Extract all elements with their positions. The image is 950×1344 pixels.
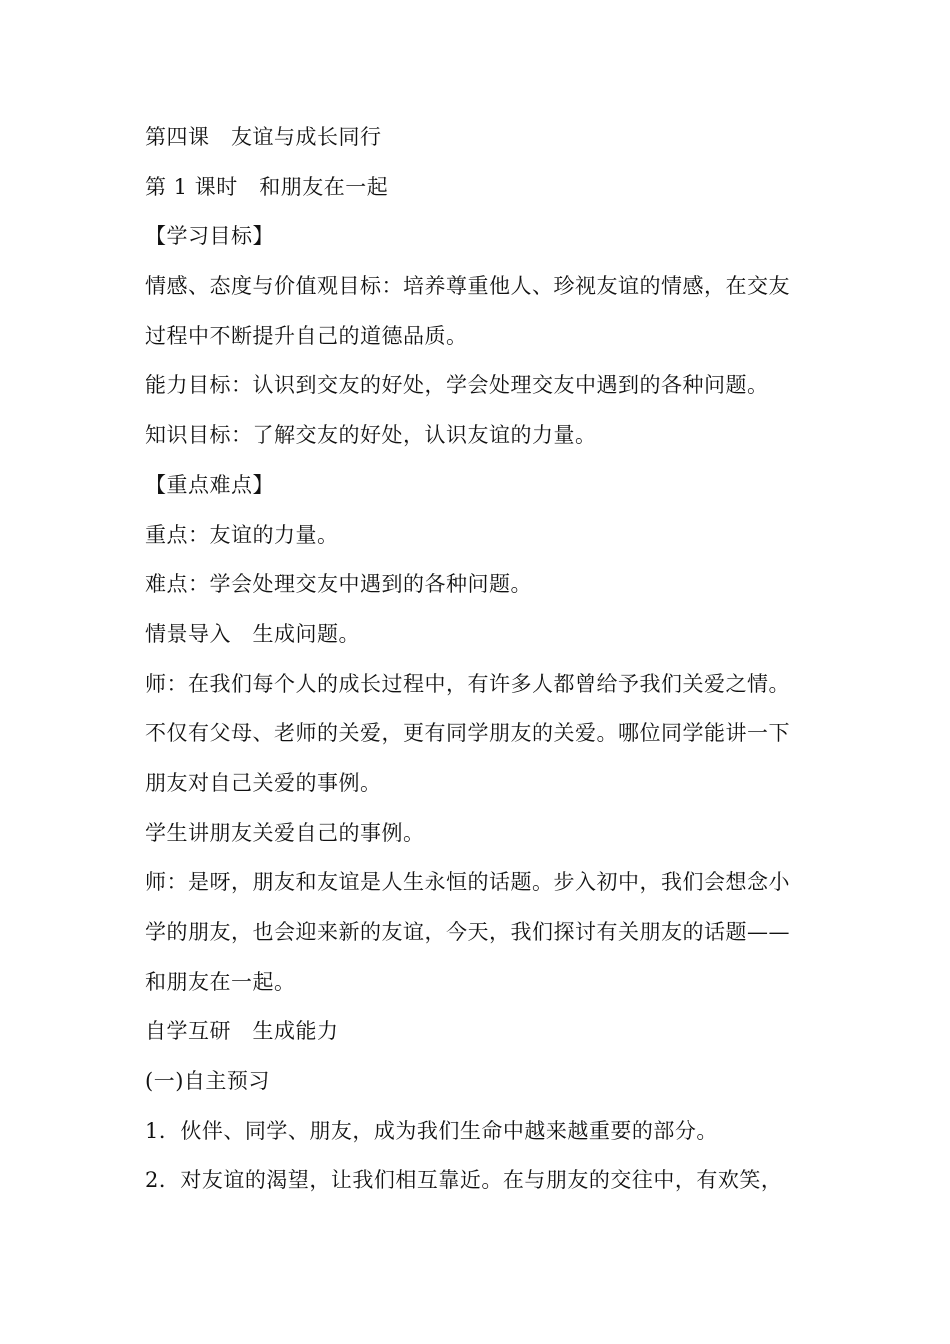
section-heading-introduction: 情景导入 生成问题。 [145,621,360,646]
paragraph-line: 过程中不断提升自己的道德品质。 [145,323,468,348]
class-period-title: 第 1 课时 和朋友在一起 [145,174,389,199]
paragraph-line: 情感、态度与价值观目标：培养尊重他人、珍视友谊的情感，在交友 [145,274,790,299]
paragraph-line: 朋友对自己关爱的事例。 [145,770,382,795]
paragraph-line: 难点：学会处理交友中遇到的各种问题。 [145,572,532,597]
section-heading-objectives: 【学习目标】 [145,224,274,249]
section-heading-self-study: 自学互研 生成能力 [145,1019,339,1044]
paragraph-line: 重点：友谊的力量。 [145,522,339,547]
subsection-heading: (一)自主预习 [145,1069,270,1094]
paragraph-line: 师：在我们每个人的成长过程中，有许多人都曾给予我们关爱之情。 [145,671,790,696]
list-item: 1．伙伴、同学、朋友，成为我们生命中越来越重要的部分。 [145,1118,718,1143]
document-body [145,113,825,1206]
paragraph-line: 能力目标：认识到交友的好处，学会处理交友中遇到的各种问题。 [145,373,769,398]
list-item: 2．对友谊的渴望，让我们相互靠近。在与朋友的交往中，有欢笑， [145,1168,783,1193]
paragraph-line: 不仅有父母、老师的关爱，更有同学朋友的关爱。哪位同学能讲一下 [145,721,790,746]
lesson-title: 第四课 友谊与成长同行 [145,125,382,149]
paragraph-line: 和朋友在一起。 [145,969,296,994]
section-heading-key-points: 【重点难点】 [145,472,274,497]
paragraph-line: 学生讲朋友关爱自己的事例。 [145,820,425,845]
paragraph-line: 知识目标：了解交友的好处，认识友谊的力量。 [145,423,597,448]
paragraph-line: 师：是呀，朋友和友谊是人生永恒的话题。步入初中，我们会想念小 [145,870,790,895]
paragraph-line: 学的朋友，也会迎来新的友谊，今天，我们探讨有关朋友的话题—— [145,920,790,944]
